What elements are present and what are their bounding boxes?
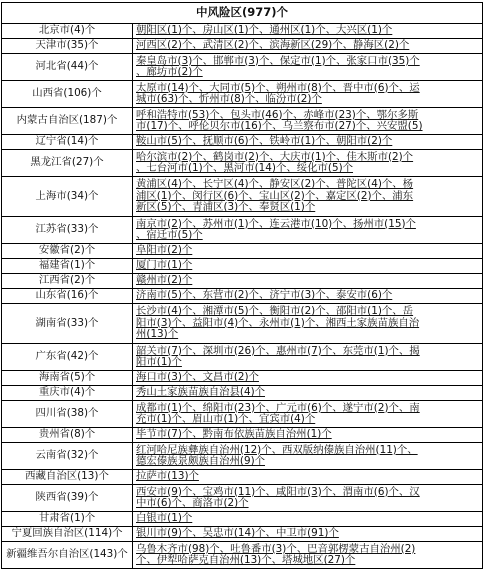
city-line: 哈尔滨市(2)个、鹤岗市(2)个、大庆市(1)个、佳木斯市(2)个 (136, 150, 414, 163)
province-row (2, 108, 483, 135)
province-row (2, 470, 483, 485)
province-row (2, 443, 483, 470)
city-line: 成都市(1)个、绵阳市(23)个、广元市(6)个、遂宁市(2)个、南 (136, 401, 420, 414)
province-row (2, 39, 483, 54)
city-list (133, 386, 483, 401)
province-row (2, 304, 483, 344)
province-name: 辽宁省(14)个 (2, 135, 133, 150)
province-name: 河北省(44)个 (2, 54, 133, 81)
city-line: 毕节市(7)个、黔南布依族苗族自治州(1)个 (136, 428, 332, 441)
city-line: 市(17)个、呼伦贝尔市(16)个、乌兰察布市(27)个、兴安盟(5) (136, 120, 423, 132)
city-line: 厦门市(1)个 (136, 259, 193, 272)
table-title: 中风险区(977)个 (2, 3, 483, 24)
city-line: 中市(6)个、商洛市(2)个 (136, 497, 249, 509)
city-line: 济南市(5)个、东营市(2)个、济宁市(3)个、泰安市(6)个 (136, 289, 393, 302)
city-list (133, 527, 483, 542)
city-line: 鞍山市(5)个、抚顺市(6)个、铁岭市(1)个、朝阳市(2)个 (136, 135, 393, 148)
city-line: 海口市(3)个、文昌市(2)个 (136, 371, 259, 384)
city-list (133, 443, 483, 470)
city-line: 阳市(3)个、益阳市(4)个、永州市(1)个、湘西土家族苗族自治 (136, 316, 420, 329)
province-name: 山西省(106)个 (2, 81, 133, 108)
province-row (2, 428, 483, 443)
province-name: 江苏省(33)个 (2, 217, 133, 244)
province-name: 贵州省(8)个 (2, 428, 133, 443)
province-row (2, 386, 483, 401)
province-row (2, 24, 483, 39)
city-list (133, 177, 483, 217)
province-row (2, 150, 483, 177)
province-row (2, 274, 483, 289)
province-row (2, 259, 483, 274)
city-line: 长沙市(4)个、湘潭市(5)个、衡阳市(2)个、邵阳市(1)个、岳 (136, 305, 414, 318)
province-name: 云南省(32)个 (2, 443, 133, 470)
city-list (133, 259, 483, 274)
city-line: 南京市(2)个、苏州市(1)个、连云港市(10)个、扬州市(15)个 (136, 217, 416, 230)
city-line: 阜阳市(2)个 (136, 244, 193, 257)
city-list (133, 470, 483, 485)
province-row (2, 81, 483, 108)
city-list (133, 81, 483, 108)
province-row (2, 485, 483, 512)
province-name: 北京市(4)个 (2, 24, 133, 39)
province-name: 海南省(5)个 (2, 371, 133, 386)
province-row (2, 542, 483, 569)
province-row (2, 244, 483, 259)
city-line: 浦区(1)个、闵行区(6)个、宝山区(2)个、嘉定区(2)个、浦东 (136, 189, 414, 202)
city-list (133, 54, 483, 81)
city-list (133, 401, 483, 428)
city-line: 白银市(1)个 (136, 512, 193, 525)
province-name: 江西省(2)个 (2, 274, 133, 289)
province-name: 福建省(1)个 (2, 259, 133, 274)
title-row (2, 3, 483, 24)
table-body (2, 3, 483, 569)
city-list (133, 428, 483, 443)
city-list (133, 371, 483, 386)
city-list (133, 108, 483, 135)
city-line: 个、伊犁哈萨克自治州(13)个、塔城地区(27)个 (136, 554, 356, 566)
city-line: 太原市(14)个、大同市(5)个、朔州市(8)个、晋中市(6)个、运 (136, 81, 420, 94)
province-name: 黑龙江省(27)个 (2, 150, 133, 177)
city-line: 、宿迁市(5)个 (136, 229, 203, 241)
city-list (133, 24, 483, 39)
province-row (2, 512, 483, 527)
city-line: 红河哈尼族彝族自治州(12)个、西双版纳傣族自治州(11)个、 (136, 443, 418, 456)
city-list (133, 150, 483, 177)
city-line: 乌鲁木齐市(98)个、吐鲁番市(3)个、巴音郭楞蒙古自治州(2) (136, 542, 416, 555)
city-line: 州(13)个 (136, 328, 179, 341)
city-list (133, 135, 483, 150)
city-list (133, 289, 483, 304)
city-line: 阳市(1)个 (136, 356, 182, 368)
province-name: 天津市(35)个 (2, 39, 133, 54)
city-line: 新区(5)个、青浦区(3)个、奉贤区(1)个 (136, 201, 316, 214)
city-line: 秦皇岛市(3)个、邯郸市(3)个、保定市(1)个、张家口市(35)个 (136, 54, 420, 67)
city-line: 城市(63)个、忻州市(8)个、临汾市(2)个 (136, 93, 322, 105)
province-name: 内蒙古自治区(187)个 (2, 108, 133, 135)
province-name: 重庆市(4)个 (2, 386, 133, 401)
province-row (2, 217, 483, 244)
province-row (2, 527, 483, 542)
province-row (2, 289, 483, 304)
city-list (133, 542, 483, 569)
city-line: 河西区(2)个、武清区(2)个、滨海新区(29)个、静海区(2)个 (136, 39, 410, 52)
city-line: 西安市(9)个、宝鸡市(11)个、咸阳市(3)个、渭南市(6)个、汉 (136, 485, 420, 498)
city-line: 黄浦区(4)个、长宁区(4)个、静安区(2)个、普陀区(4)个、杨 (136, 178, 414, 191)
province-name: 上海市(34)个 (2, 177, 133, 217)
province-name: 新疆维吾尔自治区(143)个 (2, 542, 133, 569)
city-line: 、七台河市(1)个、黑河市(14)个、绥化市(5)个 (136, 162, 354, 174)
province-row (2, 371, 483, 386)
city-line: 呼和浩特市(53)个、包头市(46)个、赤峰市(23)个、鄂尔多斯 (136, 108, 419, 121)
province-row (2, 135, 483, 150)
city-line: 朝阳区(1)个、房山区(1)个、通州区(1)个、大兴区(1)个 (136, 24, 393, 37)
city-line: 银川市(9)个、吴忠市(14)个、中卫市(91)个 (136, 527, 339, 540)
province-row (2, 54, 483, 81)
city-list (133, 512, 483, 527)
province-name: 安徽省(2)个 (2, 244, 133, 259)
city-line: 韶关市(7)个、深圳市(26)个、惠州市(7)个、东莞市(1)个、揭 (136, 344, 420, 357)
province-name: 宁夏回族自治区(114)个 (2, 527, 133, 542)
province-row (2, 401, 483, 428)
city-line: 拉萨市(13)个 (136, 470, 199, 483)
city-line: 赣州市(2)个 (136, 274, 193, 287)
city-list (133, 485, 483, 512)
city-list (133, 217, 483, 244)
province-name: 陕西省(39)个 (2, 485, 133, 512)
city-line: 、廊坊市(2)个 (136, 66, 203, 78)
city-list (133, 304, 483, 344)
province-name: 广东省(42)个 (2, 344, 133, 371)
city-line: 秀山土家族苗族自治县(4)个 (136, 386, 266, 399)
city-line: 充市(1)个、眉山市(1)个、宜宾市(4)个 (136, 413, 316, 425)
province-row (2, 344, 483, 371)
city-list (133, 274, 483, 289)
province-row (2, 177, 483, 217)
city-line: 德宏傣族景颇族自治州(9)个 (136, 455, 266, 467)
city-list (133, 39, 483, 54)
province-name: 山东省(16)个 (2, 289, 133, 304)
province-name: 湖南省(33)个 (2, 304, 133, 344)
city-list (133, 244, 483, 259)
province-name: 甘肃省(1)个 (2, 512, 133, 527)
medium-risk-table (1, 2, 483, 569)
province-name: 西藏自治区(13)个 (2, 470, 133, 485)
city-list (133, 344, 483, 371)
province-name: 四川省(38)个 (2, 401, 133, 428)
